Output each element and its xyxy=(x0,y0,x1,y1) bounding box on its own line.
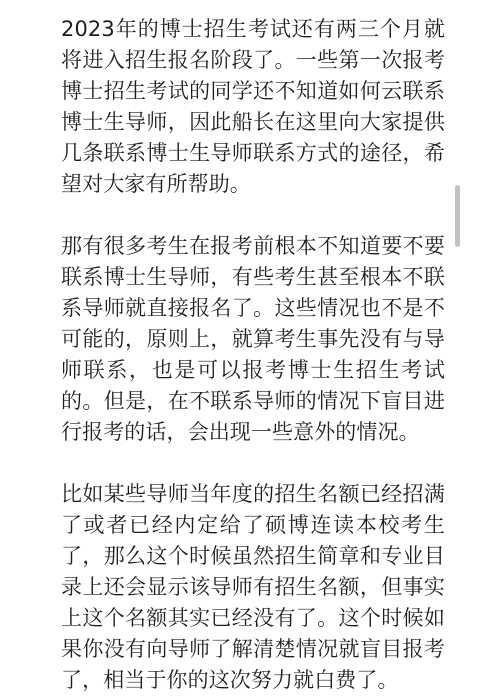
scrollbar-thumb[interactable] xyxy=(455,185,460,247)
paragraph-intro: 2023年的博士招生考试还有两三个月就将进入招生报名阶段了。一些第一次报考博士招生考试的同学还不知道如何云联系博士生导师，因此船长在这里向大家提供几条联系博士生导师联系方式的途径，希望对大家有所帮助。 xyxy=(61,17,445,196)
paragraph-quota: 比如某些导师当年度的招生名额已经招满了或者已经内定给了硕博连读本校考生了，那么这个时候虽然招生简章和专业目录上还会显示该导师有招生名额，但事实上这个名额其实已经没有了。这个时候如果你没有向导师了解清楚情况就盲目报考了，相当于你的这次努力就白费了。 xyxy=(61,482,445,692)
article-body xyxy=(61,14,445,696)
paragraph-contact: 那有很多考生在报考前根本不知道要不要联系博士生导师，有些考生甚至根本不联系导师就直接报名了。这些情况也不是不可能的，原则上，就算考生事先没有与导师联系，也是可以报考博士生招生考试的。但是，在不联系导师的情况下盲目进行报考的话，会出现一些意外的情况。 xyxy=(61,234,445,444)
